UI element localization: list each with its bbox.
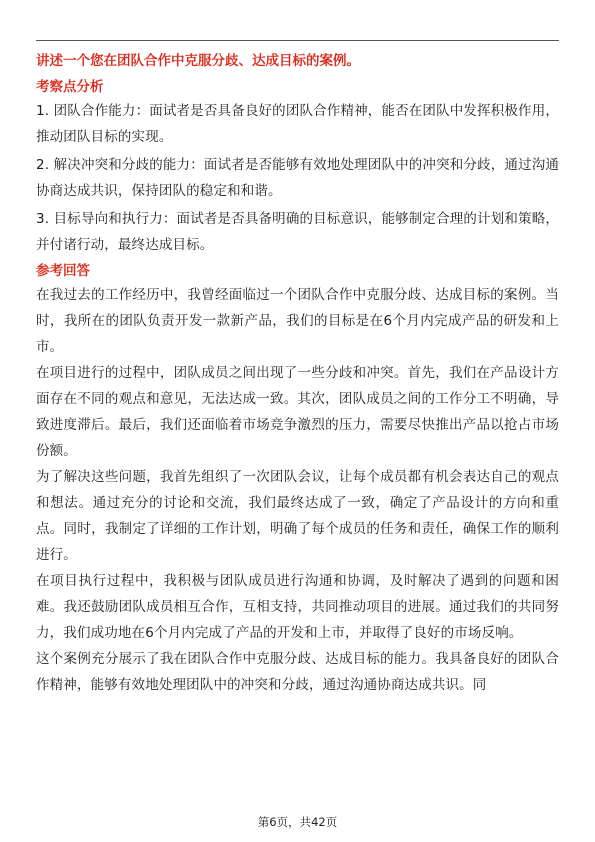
answer-paragraph: 为了解决这些问题，我首先组织了一次团队会议，让每个成员都有机会表达自己的观点和想法。通过充分的讨论和交流，我们最终达成了一致，确定了产品设计的方向和重点。同时，我制定了详细的工作计划，明确了每个成员的任务和责任，确保工作的顺利进行。 [36, 469, 559, 563]
answer-paragraph: 在项目执行过程中，我积极与团队成员进行沟通和协调，及时解决了遇到的问题和困难。我还鼓励团队成员相互合作，互相支持，共同推动项目的进展。通过我们的共同努力，我们成功地在6个月内完成了产品的开发和上市，并取得了良好的市场反响。 [36, 573, 559, 641]
answer-paragraph: 在项目进行的过程中，团队成员之间出现了一些分歧和冲突。首先，我们在产品设计方面存在不同的观点和意见，无法达成一致。其次，团队成员之间的工作分工不明确，导致进度滞后。最后，我们还面临着市场竞争激烈的压力，需要尽快推出产品以抢占市场份额。 [36, 365, 559, 459]
answer-heading: 参考回答 [36, 263, 90, 279]
analysis-section [36, 76, 559, 258]
answer-paragraph: 在我过去的工作经历中，我曾经面临过一个团队合作中克服分歧、达成目标的案例。当时，我所在的团队负责开发一款新产品，我们的目标是在6个月内完成产品的研发和上市。 [36, 287, 559, 355]
analysis-item: 2. 解决冲突和分歧的能力：面试者是否能够有效地处理团队中的冲突和分歧，通过沟通协商达成共识，保持团队的稳定和和谐。 [36, 157, 559, 199]
analysis-item: 3. 目标导向和执行力：面试者是否具备明确的目标意识，能够制定合理的计划和策略，并付诸行动，最终达成目标。 [36, 211, 559, 253]
page-number: 第6页，共42页 [257, 815, 338, 829]
analysis-heading: 考察点分析 [36, 79, 104, 95]
header-rule [36, 40, 559, 41]
answer-paragraph: 这个案例充分展示了我在团队合作中克服分歧、达成目标的能力。我具备良好的团队合作精神，能够有效地处理团队中的冲突和分歧，通过沟通协商达成共识。同 [36, 651, 559, 693]
question-title: 讲述一个您在团队合作中克服分歧、达成目标的案例。 [36, 53, 360, 69]
page-content [36, 50, 559, 698]
answer-section [36, 260, 559, 698]
analysis-item: 1. 团队合作能力：面试者是否具备良好的团队合作精神，能否在团队中发挥积极作用，推动团队目标的实现。 [36, 103, 559, 145]
